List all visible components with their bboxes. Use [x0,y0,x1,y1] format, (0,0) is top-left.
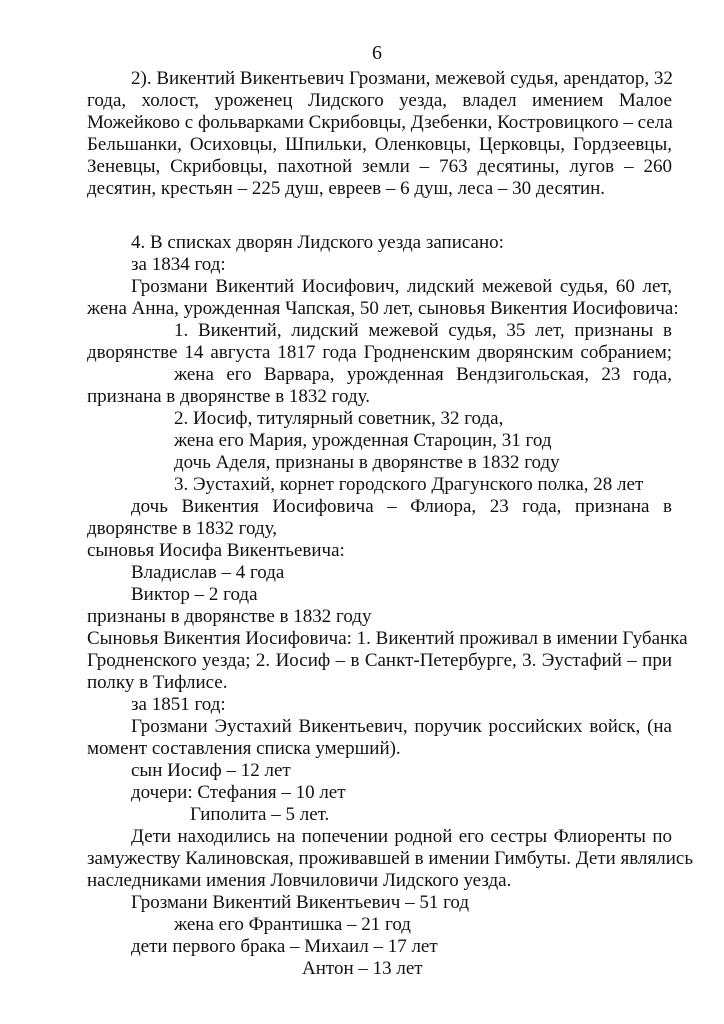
text-line: Бельшанки, Осиховцы, Шпильки, Оленковцы, Церковцы, Гордзеевцы, [87,134,672,155]
text-line: Сыновья Викентия Иосифовича: 1. Викентий проживал в имении Губанка [87,628,688,649]
text-line: дочь Викентия Иосифовича – Флиора, 23 года, признана в [131,496,672,517]
text-line: Грозмани Викентий Иосифович, лидский межевой судья, 60 лет, [131,276,672,297]
text-line: дочери: Стефания – 10 лет [131,782,346,803]
text-line: Грозмани Эустахий Викентьевич, поручик российских войск, (на [131,716,672,737]
text-line: признана в дворянстве в 1832 году. [87,386,370,407]
text-line: замужеству Калиновская, проживавшей в имении Гимбуты. Дети являлись [87,848,693,869]
text-line: за 1834 год: [131,254,226,275]
text-line: 2. Иосиф, титулярный советник, 32 года, [174,408,504,429]
text-line: года, холост, уроженец Лидского уезда, владел имением Малое [87,90,672,111]
text-line: десятин, крестьян – 225 душ, евреев – 6 душ, леса – 30 десятин. [87,178,606,199]
section-heading: 4. В списках дворян Лидского уезда записано: [131,232,504,253]
text-line: жена его Мария, урожденная Староцин, 31 год [174,430,552,451]
text-line: дворянстве 14 августа 1817 года Гродненским дворянским собранием; [87,342,672,363]
text-line: дочь Аделя, признаны в дворянстве в 1832 году [174,452,560,473]
text-line: Владислав – 4 года [131,562,285,583]
text-line: полку в Тифлисе. [87,672,228,693]
text-line: дети первого брака – Михаил – 17 лет [131,936,438,957]
text-line: Гиполита – 5 лет. [190,804,330,825]
text-line: Зеневцы, Скрибовцы, пахотной земли – 763 десятины, лугов – 260 [87,156,672,177]
text-line: Виктор – 2 года [131,584,258,605]
text-line: 1. Викентий, лидский межевой судья, 35 лет, признаны в [174,320,672,341]
text-line: 3. Эустахий, корнет городского Драгунского полка, 28 лет [174,474,644,495]
text-line: жена его Варвара, урожденная Вендзигольская, 23 года, [174,364,672,385]
text-line: момент составления списка умерший). [87,738,401,759]
text-line: дворянстве в 1832 году, [87,518,277,539]
text-line: Гродненского уезда; 2. Иосиф – в Санкт-Петербурге, 3. Эустафий – при [87,650,672,671]
text-line: жена Анна, урожденная Чапская, 50 лет, сыновья Викентия Иосифовича: [87,298,679,319]
text-line: признаны в дворянстве в 1832 году [87,606,372,627]
page-number: 6 [372,42,382,64]
text-line: Антон – 13 лет [302,958,423,979]
text-line: за 1851 год: [131,694,226,715]
text-line: Грозмани Викентий Викентьевич – 51 год [131,892,470,913]
text-line: жена его Франтишка – 21 год [174,914,411,935]
text-line: сыновья Иосифа Викентьевича: [87,540,345,561]
text-line: 2). Викентий Викентьевич Грозмани, межевой судья, арендатор, 32 [131,68,673,89]
text-line: сын Иосиф – 12 лет [131,760,291,781]
text-line: Можейково с фольварками Скрибовцы, Дзебенки, Костровицкого – села [87,112,673,133]
text-line: Дети находились на попечении родной его сестры Флиоренты по [131,826,672,847]
text-line: наследниками имения Ловчиловичи Лидского уезда. [87,870,512,891]
